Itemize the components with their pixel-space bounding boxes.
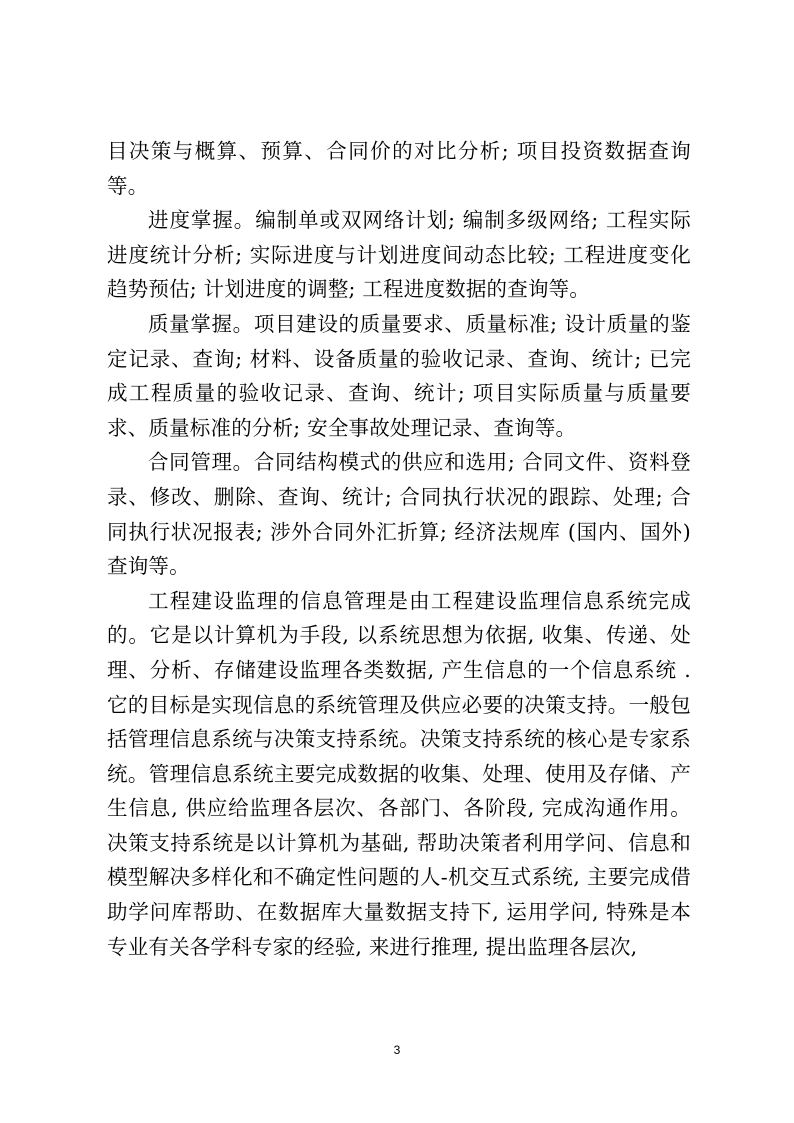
paragraph-information-management: 工程建设监理的信息管理是由工程建设监理信息系统完成的。它是以计算机为手段, 以系统思想为依据, 收集、传递、处理、分析、存储建设监理各类数据, 产生信息的一个信息系统 . 它的目标是实现信息的系统管理及供应必要的决策支持。一般包括管理信息系统与决策支持系统。决策支持系统的核心是专家系统。管理信息系统主要完成数据的收集、处理、使用及存储、产生信息, 供应给监理各层次、各部门、各阶段, 完成沟通作用。决策支持系统是以计算机为基础, 帮助决策者利用学问、信息和模型解决多样化和不确定性问题的人-机交互式系统, 主要完成借助学问库帮助、在数据库大量数据支持下, 运用学问, 特殊是本专业有关各学科专家的经验, 来进行推理, 提出监理各层次, [107, 588, 691, 959]
paragraph-quality-control: 质量掌握。项目建设的质量要求、质量标准; 设计质量的鉴定记录、查询; 材料、设备质量的验收记录、查询、统计; 已完成工程质量的验收记录、查询、统计; 项目实际质量与质量要求、质量标准的分析; 安全事故处理记录、查询等。 [107, 311, 691, 440]
paragraph-progress-control: 进度掌握。编制单或双网络计划; 编制多级网络; 工程实际进度统计分析; 实际进度与计划进度间动态比较; 工程进度变化趋势预估; 计划进度的调整; 工程进度数据的查询等。 [107, 208, 691, 302]
paragraph-contract-management: 合同管理。合同结构模式的供应和选用; 合同文件、资料登录、修改、删除、查询、统计; 合同执行状况的跟踪、处理; 合同执行状况报表; 涉外合同外汇折算; 经济法规库 (国内、国外) 查询等。 [107, 450, 691, 579]
page-number: 3 [393, 1043, 401, 1057]
paragraph-investment-continued: 目决策与概算、预算、合同价的对比分析; 项目投资数据查询等。 [107, 139, 691, 198]
body-text [107, 134, 691, 964]
